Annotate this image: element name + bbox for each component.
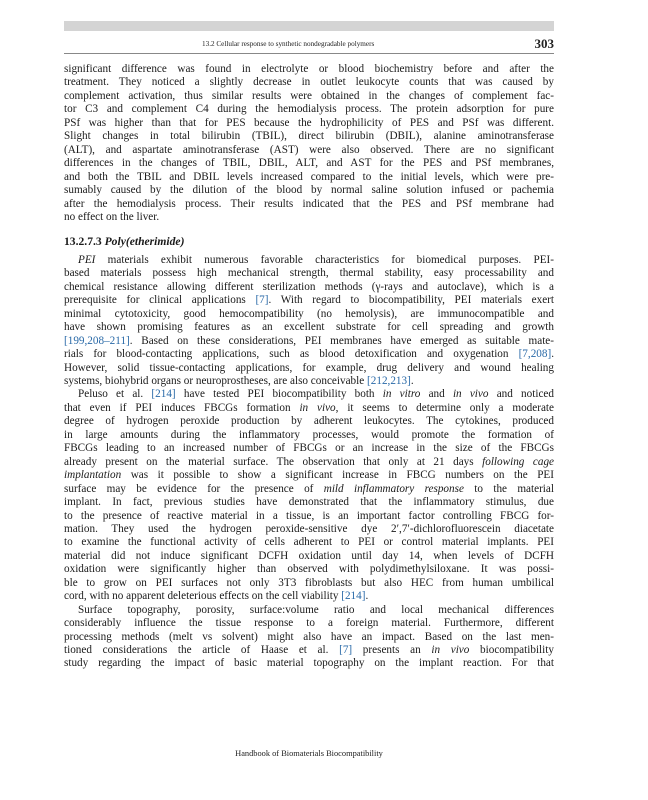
citation-link[interactable]: [214] [151,388,176,401]
text-line: that even if PEI induces FBCGs formation in vivo, it seems to determine only a moderate [64,401,554,414]
text-line: oxidation were significantly higher than observed with polydimethylsiloxane. It was possi- [64,563,554,576]
text-line: to the presence of reactive material in a tissue, is an important factor controlling FBCG for- [64,509,554,522]
text-line: considerably influence the tissue response to a foreign material. Furthermore, different [64,617,554,630]
running-title: 13.2 Cellular response to synthetic nondegradable polymers [202,40,375,48]
text-line: minimal cytotoxicity, good hemocompatibility (no hemolysis), are immunocompatible and [64,307,554,320]
text-line: prerequisite for clinical applications [7]. With regard to biocompatibility, PEI materials exert [64,294,554,307]
text-line: sumably caused by the dilution of the blood by normal saline solution infused or pachemia [64,184,554,197]
text-line: significant difference was found in electrolyte or blood biochemistry before and after the [64,63,554,75]
text-line: tioned considerations the article of Haase et al. [7] presents an in vivo biocompatibility [64,644,554,657]
text-line: [199,208–211]. Based on these considerations, PEI membranes have emerged as suitable mate- [64,334,554,347]
citation-link[interactable]: [7,208] [518,348,552,361]
text-line: no effect on the liver. [64,210,160,223]
text-line: in large amounts during the inflammatory processes, would promote the formation of [64,428,554,441]
section-number: 13.2.7.3 [64,235,102,249]
citation-link[interactable]: [214] [341,590,366,603]
text-line: to examine the functional activity of cells adherent to PEI or control material implants. PEI [64,536,554,549]
paragraph-1 [64,63,554,224]
text-line: chemical resistance allowing different sterilization methods (γ-rays and autoclave), which is a [64,280,554,293]
section-title: Poly(etherimide) [104,235,185,249]
text-line: FBCGs leading to an increased number of FBCGs or an increase in the size of the FBCGs [64,442,554,455]
text-line: Peluso et al. [214] have tested PEI biocompatibility both in vitro and in vivo and noticed [78,388,554,401]
text-line: PSf was higher than that for PES because the hydrophilicity of PES and PSf was different. [64,116,554,129]
section-heading [64,235,554,248]
text-line: mation. They used the hydrogen peroxide-sensitive dye 2′,7′-dichlorofluorescein diacetate [64,522,554,535]
paragraph-3 [64,388,554,603]
text-line: implantation was it possible to show a significant increase in FBCG numbers on the PEI [64,469,554,482]
paragraph-4 [64,604,554,671]
header-bar [64,21,554,31]
citation-link[interactable]: [7] [255,294,269,307]
paragraph-2 [64,254,554,389]
abbr-pei: PEI [78,253,96,266]
text-line: differences in the changes of TBIL, DBIL, ALT, and AST for the PES and PSf membranes, [64,157,554,170]
citation-link[interactable]: [7] [339,644,353,657]
text-line: systems, biohybrid organs or neuroprostheses, are also conceivable [212,213]. [64,374,414,387]
text-line: complement activation, thus similar results were obtained in the changes of complement fac- [64,89,554,102]
text-line: Surface topography, porosity, surface:volume ratio and local mechanical differences [78,603,554,616]
page-number: 303 [534,36,554,51]
text-line: based materials possess high mechanical strength, thermal stability, easy processability and [64,267,554,280]
text-line: (ALT), and aspartate aminotransferase (AST) were also observed. There are no significant [64,143,554,156]
text-line: treatment. They noticed a slightly decrease in outlet leukocyte counts that was caused by [64,76,554,89]
footer-book-title: Handbook of Biomaterials Biocompatibility [235,749,383,758]
text-line: degree of hydrogen peroxide production by adherent leukocytes. The cytokines, produced [64,415,554,428]
text-line: have shown promising features as an excellent substrate for cell spreading and growth [64,321,554,334]
text-line: after the hemodialysis process. Their results indicated that the PES and PSf membrane had [64,197,554,210]
text-line: Slight changes in total bilirubin (TBIL), direct bilirubin (DBIL), alanine aminotransferase [64,130,554,143]
text-line: ble to grow on PEI surfaces not only 3T3 fibroblasts but also HEC from human umbilical [64,576,554,589]
text-line: cord, with no apparent deleterious effects on the cell viability [214]. [64,590,369,603]
text-line: surface may be evidence for the presence of mild inflammatory response to the material [64,482,554,495]
text-line: implant. In fact, previous studies have demonstrated that the inflammatory stimulus, due [64,496,554,509]
text-line: rials for blood-contacting applications, such as blood detoxification and oxygenation [7,208]. [64,348,554,361]
citation-link[interactable]: [212,213] [367,374,411,387]
text-line: PEI materials exhibit numerous favorable characteristics for biomedical purposes. PEI- [78,253,554,266]
text-line: processing methods (melt vs solvent) might also have an impact. Based on the last men- [64,630,554,643]
citation-link[interactable]: [199,208–211] [64,334,130,347]
text-line: material did not induce significant DCFH oxidation until day 14, when levels of DCFH [64,549,554,562]
text-line: and both the TBIL and DBIL levels increased compared to the initial levels, which were pre- [64,170,554,183]
running-header [64,37,554,54]
text-line: However, solid tissue-contacting applications, for example, drug delivery and wound healing [64,361,554,374]
text-line: tor C3 and complement C4 during the hemodialysis process. The protein adsorption for pure [64,103,554,116]
text-line: study regarding the impact of basic material topography on the implant reaction. For that [64,657,554,670]
page-content [64,63,554,671]
text-line: already present on the material surface. The observation that only at 21 days following cage [64,455,555,468]
